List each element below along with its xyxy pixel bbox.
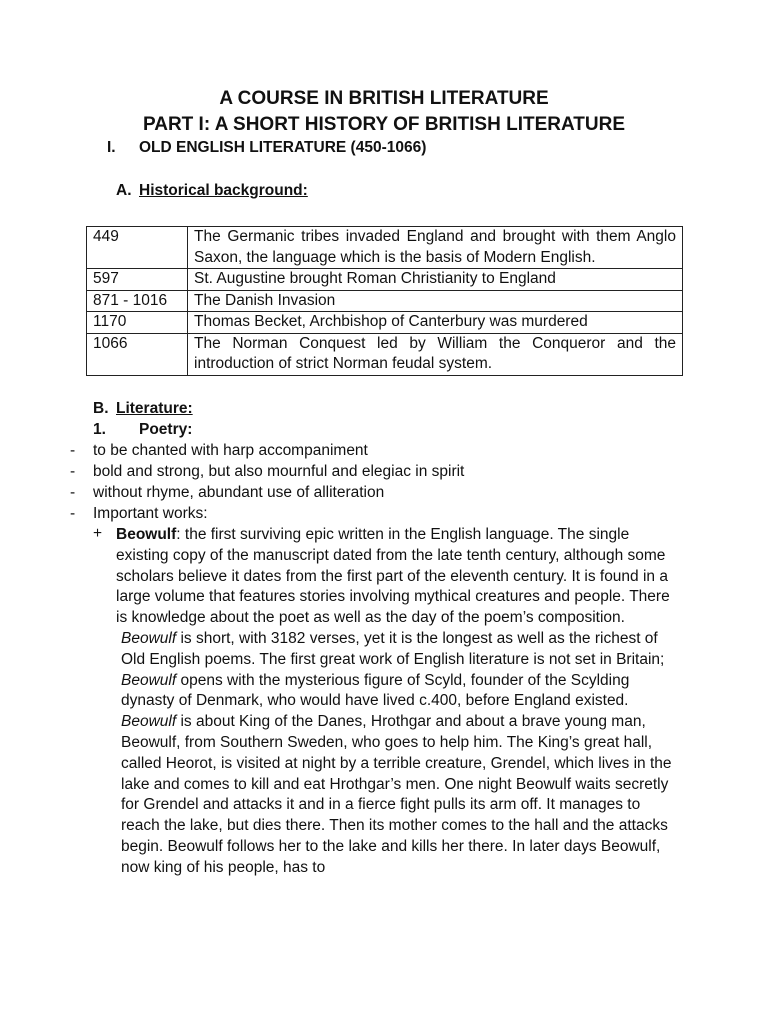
historical-timeline-table	[86, 226, 683, 376]
beowulf-paragraph-text: is about King of the Danes, Hrothgar and about a brave young man, Beowulf, from Southern Sweden, who goes to help him. The King’s great hall, called Heorot, is visited at night by a terrible creature, Grendel, which lives in the lake and comes to kill and eat Hrothgar’s men. One night Beowulf waits secretly for Grendel and attacks it and in a fierce fight pulls its arm off. It manages to reach the lake, but dies there. Then its mother comes to the hall and the attacks begin. Beowulf follows her to the lake and kills her there. In later days Beowulf, now king of his people, has to	[121, 713, 672, 876]
event-cell: The Danish Invasion	[188, 290, 683, 312]
beowulf-intro: : the first surviving epic written in the English language. The single existing copy of the manuscript dated from the late tenth century, although some scholars believe it dates from the first part of the eleventh century. It is found in a large volume that features stories involving mythical creatures and people. There is knowledge about the poet as well as the day of the poem’s composition.	[116, 526, 670, 627]
bullet-dash: -	[70, 442, 76, 459]
table-row	[87, 269, 683, 291]
bullet-item: Important works:	[93, 505, 208, 522]
bullet-dash: -	[70, 505, 76, 522]
bullet-dash: -	[70, 484, 76, 501]
beowulf-paragraph	[116, 712, 676, 878]
document-title: A COURSE IN BRITISH LITERATURE	[219, 88, 549, 109]
event-cell: Thomas Becket, Archbishop of Canterbury was murdered	[188, 312, 683, 334]
document-subtitle: PART I: A SHORT HISTORY OF BRITISH LITERATURE	[142, 114, 626, 135]
beowulf-title: Beowulf	[116, 526, 177, 543]
year-cell: 871 - 1016	[87, 290, 188, 312]
event-cell: The Norman Conquest led by William the Conqueror and the introduction of strict Norman feudal system.	[188, 333, 683, 375]
section-numeral: I.	[107, 139, 116, 156]
beowulf-paragraph	[116, 525, 676, 629]
table-row	[87, 312, 683, 334]
bullet-item: to be chanted with harp accompaniment	[93, 442, 368, 459]
beowulf-paragraph	[116, 629, 676, 712]
poetry-number: 1.	[93, 421, 106, 438]
plus-bullet: +	[93, 525, 103, 542]
subsection-b-heading: Literature:	[116, 400, 193, 417]
event-cell: The Germanic tribes invaded England and brought with them Anglo Saxon, the language which is the basis of Modern English.	[188, 227, 683, 269]
table-row	[87, 333, 683, 375]
beowulf-paragraph-text: is short, with 3182 verses, yet it is the longest as well as the richest of Old English poems. The first great work of English literature is not set in Britain;	[121, 629, 665, 668]
table-row	[87, 290, 683, 312]
beowulf-text	[116, 525, 676, 879]
year-cell: 597	[87, 269, 188, 291]
beowulf-paragraph-text: opens with the mysterious figure of Scyld, founder of the Scylding dynasty of Denmark, who would have lived c.400, before England existed.	[121, 671, 630, 710]
bullet-item: bold and strong, but also mournful and elegiac in spirit	[93, 463, 465, 480]
subsection-b-letter: B.	[93, 400, 109, 417]
year-cell: 1170	[87, 312, 188, 334]
beowulf-title-italic: Beowulf	[121, 671, 177, 689]
subsection-a-heading: Historical background:	[139, 182, 308, 199]
subsection-a-letter: A.	[116, 182, 132, 199]
bullet-item: without rhyme, abundant use of alliteration	[93, 484, 385, 501]
table-row	[87, 227, 683, 269]
beowulf-title-italic: Beowulf	[121, 713, 177, 731]
beowulf-title-italic: Beowulf	[121, 629, 177, 647]
section-heading: OLD ENGLISH LITERATURE (450-1066)	[139, 139, 427, 156]
poetry-heading: Poetry:	[139, 421, 193, 438]
year-cell: 449	[87, 227, 188, 269]
year-cell: 1066	[87, 333, 188, 375]
event-cell: St. Augustine brought Roman Christianity to England	[188, 269, 683, 291]
bullet-dash: -	[70, 463, 76, 480]
